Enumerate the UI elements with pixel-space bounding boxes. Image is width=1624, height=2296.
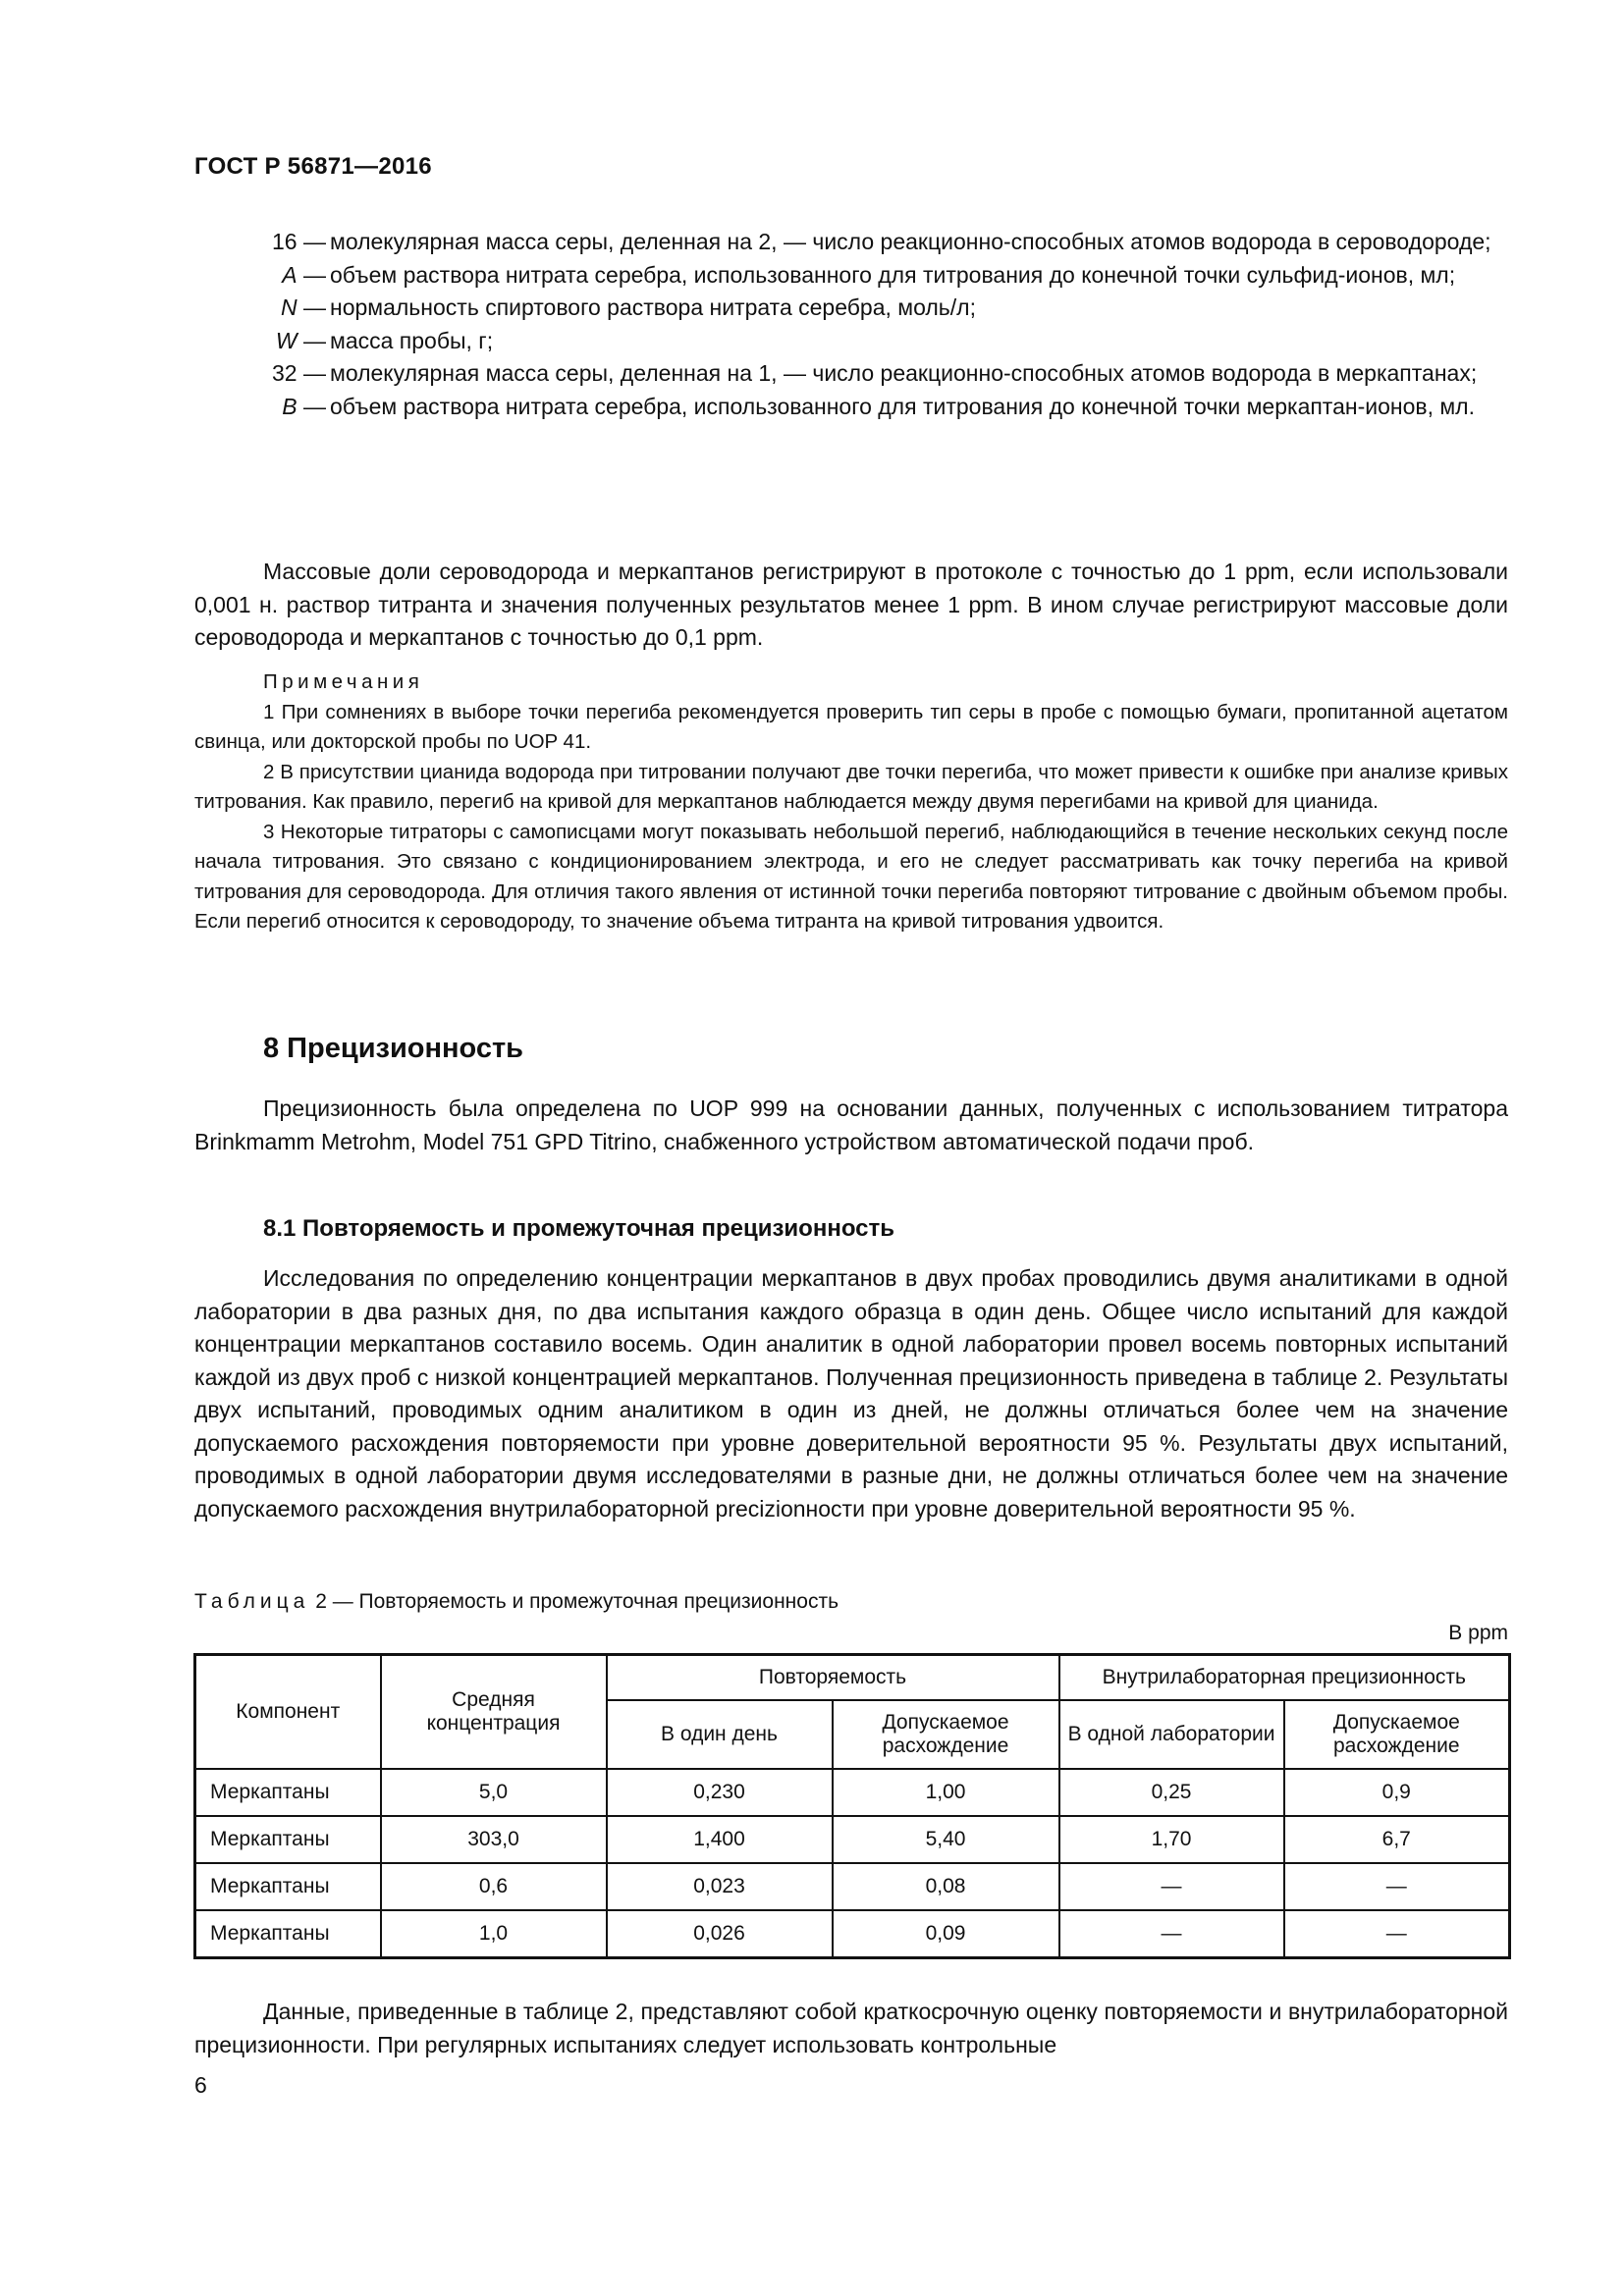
cell-rep-allow: 0,09 [833,1910,1059,1958]
cell-component: Меркаптаны [195,1816,381,1863]
note-item [194,698,1508,758]
definition-text: масса пробы, г; [330,327,494,353]
section-heading-8-1: 8.1 Повторяемость и промежуточная прецизионность [263,1215,895,1242]
definition-text: молекулярная масса серы, деленная на 2, — число реакционно-способных атомов водорода в сероводороде; [330,229,1491,254]
notes-title: Примечания [263,670,424,693]
table-row [195,1910,1510,1958]
section-8-paragraph [194,1093,1508,1158]
section-heading-8: 8 Прецизионность [263,1033,524,1064]
page-number: 6 [194,2072,207,2098]
cell-one-day: 0,230 [607,1769,833,1816]
header-component: Компонент [195,1655,381,1770]
cell-component: Меркаптаны [195,1769,381,1816]
paragraph-text: Прецизионность была определена по UOP 999 на основании данных, полученных с использованием титратора Brinkmamm Metrohm, Model 751 GPD Titrino, снабженного устройством автоматической подачи проб. [194,1095,1508,1154]
dash: — [303,261,326,288]
note-text: 2 В присутствии цианида водорода при титровании получают две точки перегиба, что может привести к ошибке при анализе кривых титрования. Как правило, перегиб на кривой для меркаптанов наблюдается между двумя перегибами на кривой для цианида. [194,760,1508,813]
cell-lab-allow: 0,9 [1284,1769,1510,1816]
header-one-day: В один день [607,1700,833,1769]
definition-text: объем раствора нитрата серебра, использованного для титрования до конечной точки меркаптан-ионов, мл. [330,393,1475,419]
cell-lab-allow: — [1284,1863,1510,1910]
cell-one-lab: — [1059,1863,1284,1910]
dash: — [303,393,326,419]
header-one-lab: В одной лаборатории [1059,1700,1284,1769]
note-text: 3 Некоторые титраторы с самописцами могут показывать небольшой перегиб, наблюдающийся в течение нескольких секунд после начала титрования. Это связано с кондиционированием электрода, и его не следует рассматривать как точку перегиба на кривой титрования для сероводорода. Для отличия такого явления от истинной точки перегиба повторяют титрование с двойным объемом пробы. Если перегиб относится к сероводороду, то значение объема титранта на кривой титрования удвоится. [194,820,1508,933]
header-lab-allowable: Допускаемое расхождение [1284,1700,1510,1769]
definition-item [194,226,1508,259]
paragraph-text: Массовые доли сероводорода и меркаптанов регистрируют в протоколе с точностью до 1 ppm, если использовали 0,001 н. раствор титранта и значения полученных результатов менее 1 ppm. В ином случае регистрируют массовые доли сероводорода и меркаптанов с точностью до 0,1 ppm. [194,559,1508,650]
definition-symbol: N [280,294,298,320]
table-row [195,1769,1510,1816]
cell-one-day: 0,026 [607,1910,833,1958]
cell-mean-conc: 0,6 [381,1863,607,1910]
table-caption-title: 2 — Повторяемость и промежуточная прецизионность [315,1590,839,1613]
cell-rep-allow: 1,00 [833,1769,1059,1816]
cell-component: Меркаптаны [195,1910,381,1958]
paragraph-text: Исследования по определению концентрации меркаптанов в двух пробах проводились двумя аналитиками в одной лаборатории в два разных дня, по два испытания каждого образца в один день. Общее число испытаний для каждой концентрации меркаптанов составило восемь. Один аналитик в одной лаборатории провел восемь повторных испытаний каждой из двух проб с низкой концентрацией меркаптанов. Полученная прецизионность приведена в таблице 2. Результаты двух испытаний, проводимых одним аналитиком в один из дней, не должны отличаться более чем на значение допускаемого расхождения повторяемости при уровне доверительной вероятности 95 %. Результаты двух испытаний, проводимых в одной лаборатории двумя исследователями в разные дни, не должны отличаться более чем на значение допускаемого расхождения внутрилабораторной precizionности при уровне доверительной вероятности 95 %. [194,1265,1508,1522]
definition-text: объем раствора нитрата серебра, использованного для титрования до конечной точки сульфид-ионов, мл; [330,261,1456,288]
table-caption-label: Таблица [194,1590,310,1613]
definition-item [194,357,1508,391]
cell-mean-conc: 1,0 [381,1910,607,1958]
section-8-1-paragraph [194,1262,1508,1525]
definition-item [194,259,1508,293]
definition-text: нормальность спиртового раствора нитрата серебра, моль/л; [330,294,976,320]
definition-item [194,292,1508,325]
header-mean-concentration: Средняя концентрация [381,1655,607,1770]
cell-lab-allow: 6,7 [1284,1816,1510,1863]
cell-mean-conc: 5,0 [381,1769,607,1816]
note-item [194,758,1508,818]
precision-table [193,1653,1511,1959]
header-repeatability: Повторяемость [607,1655,1059,1701]
document-header: ГОСТ Р 56871—2016 [194,153,432,180]
cell-component: Меркаптаны [195,1863,381,1910]
notes-block [194,667,1508,937]
table-unit: В ppm [1448,1622,1508,1644]
note-text: 1 При сомнениях в выборе точки перегиба рекомендуется проверить тип серы в пробе с помощью бумаги, пропитанной ацетатом свинца, или докторской пробы по UOP 41. [194,700,1508,753]
paragraph-mass-fractions [194,556,1508,655]
dash: — [303,360,326,386]
dash: — [303,294,326,320]
definition-symbol: 32 [272,360,298,386]
definition-item [194,391,1508,424]
cell-one-day: 1,400 [607,1816,833,1863]
cell-one-lab: 1,70 [1059,1816,1284,1863]
cell-one-day: 0,023 [607,1863,833,1910]
definition-symbol: B [282,393,298,419]
cell-rep-allow: 0,08 [833,1863,1059,1910]
cell-one-lab: — [1059,1910,1284,1958]
note-item [194,818,1508,937]
cell-lab-allow: — [1284,1910,1510,1958]
paragraph-text: Данные, приведенные в таблице 2, представляют собой краткосрочную оценку повторяемости и внутрилабораторной прецизионности. При регулярных испытаниях следует использовать контрольные [194,1999,1508,2057]
header-intralab-precision: Внутрилабораторная прецизионность [1059,1655,1510,1701]
dash: — [303,327,326,353]
definition-symbol: W [275,327,298,353]
cell-one-lab: 0,25 [1059,1769,1284,1816]
table-row [195,1816,1510,1863]
definition-text: молекулярная масса серы, деленная на 1, — число реакционно-способных атомов водорода в меркаптанах; [330,360,1478,386]
dash: — [303,229,326,254]
paragraph-final [194,1996,1508,2061]
definition-symbol: 16 [272,229,298,254]
definition-symbol: A [282,261,298,288]
formula-definitions [194,226,1508,423]
header-rep-allowable: Допускаемое расхождение [833,1700,1059,1769]
cell-mean-conc: 303,0 [381,1816,607,1863]
table-row [195,1863,1510,1910]
cell-rep-allow: 5,40 [833,1816,1059,1863]
table-caption [194,1590,839,1614]
definition-item [194,325,1508,358]
